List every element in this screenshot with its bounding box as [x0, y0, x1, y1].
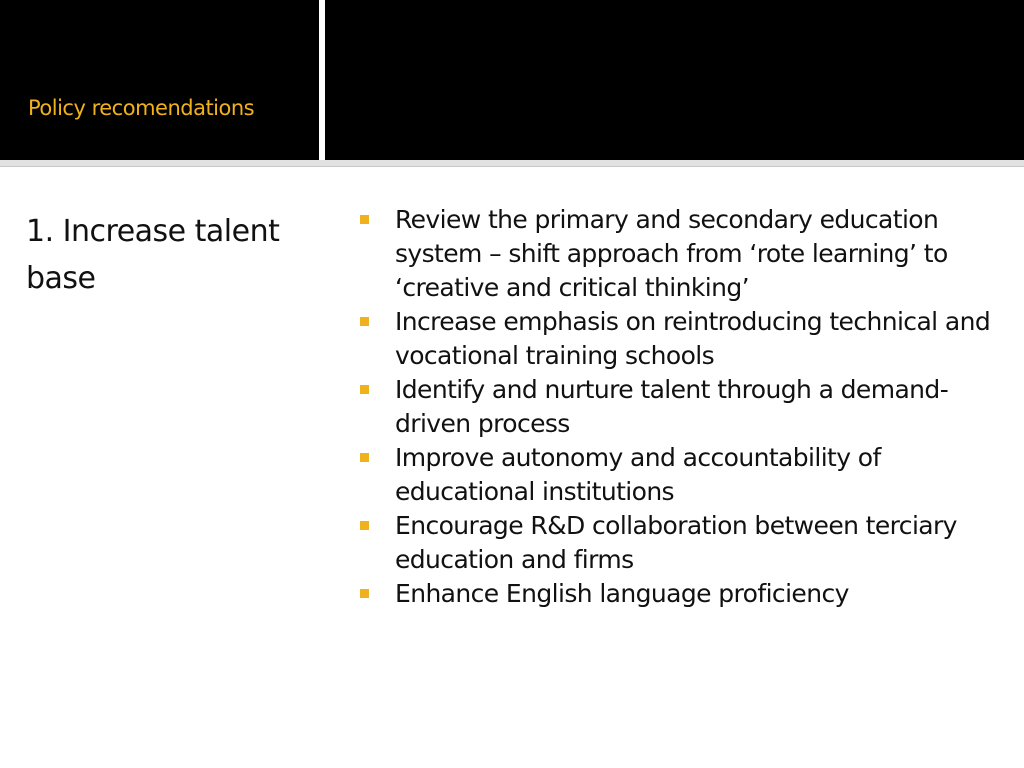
section-heading: 1. Increase talent base	[26, 214, 280, 296]
square-bullet-icon	[360, 215, 369, 224]
bullet-text: Review the primary and secondary education system – shift approach from ‘rote learning’ to ‘creative and critical thinking’	[395, 205, 948, 302]
bullet-item	[358, 373, 1008, 441]
bullet-item	[358, 509, 1008, 577]
bullet-item	[358, 577, 1008, 611]
slide-title: Policy recomendations	[28, 96, 255, 120]
header-right-panel	[325, 0, 1024, 160]
square-bullet-icon	[360, 589, 369, 598]
bullet-text: Increase emphasis on reintroducing technical and vocational training schools	[395, 307, 991, 370]
bullet-text: Identify and nurture talent through a demand-driven process	[395, 375, 949, 438]
square-bullet-icon	[360, 317, 369, 326]
bullet-text: Enhance English language proficiency	[395, 579, 849, 608]
bullet-text: Encourage R&D collaboration between terciary education and firms	[395, 511, 957, 574]
bullet-item	[358, 305, 1008, 373]
header-left-panel	[0, 0, 319, 160]
header-rule	[0, 160, 1024, 167]
bullet-text: Improve autonomy and accountability of educational institutions	[395, 443, 881, 506]
square-bullet-icon	[360, 453, 369, 462]
bullet-list	[358, 203, 1008, 611]
square-bullet-icon	[360, 385, 369, 394]
bullet-item	[358, 441, 1008, 509]
bullet-item	[358, 203, 1008, 305]
square-bullet-icon	[360, 521, 369, 530]
